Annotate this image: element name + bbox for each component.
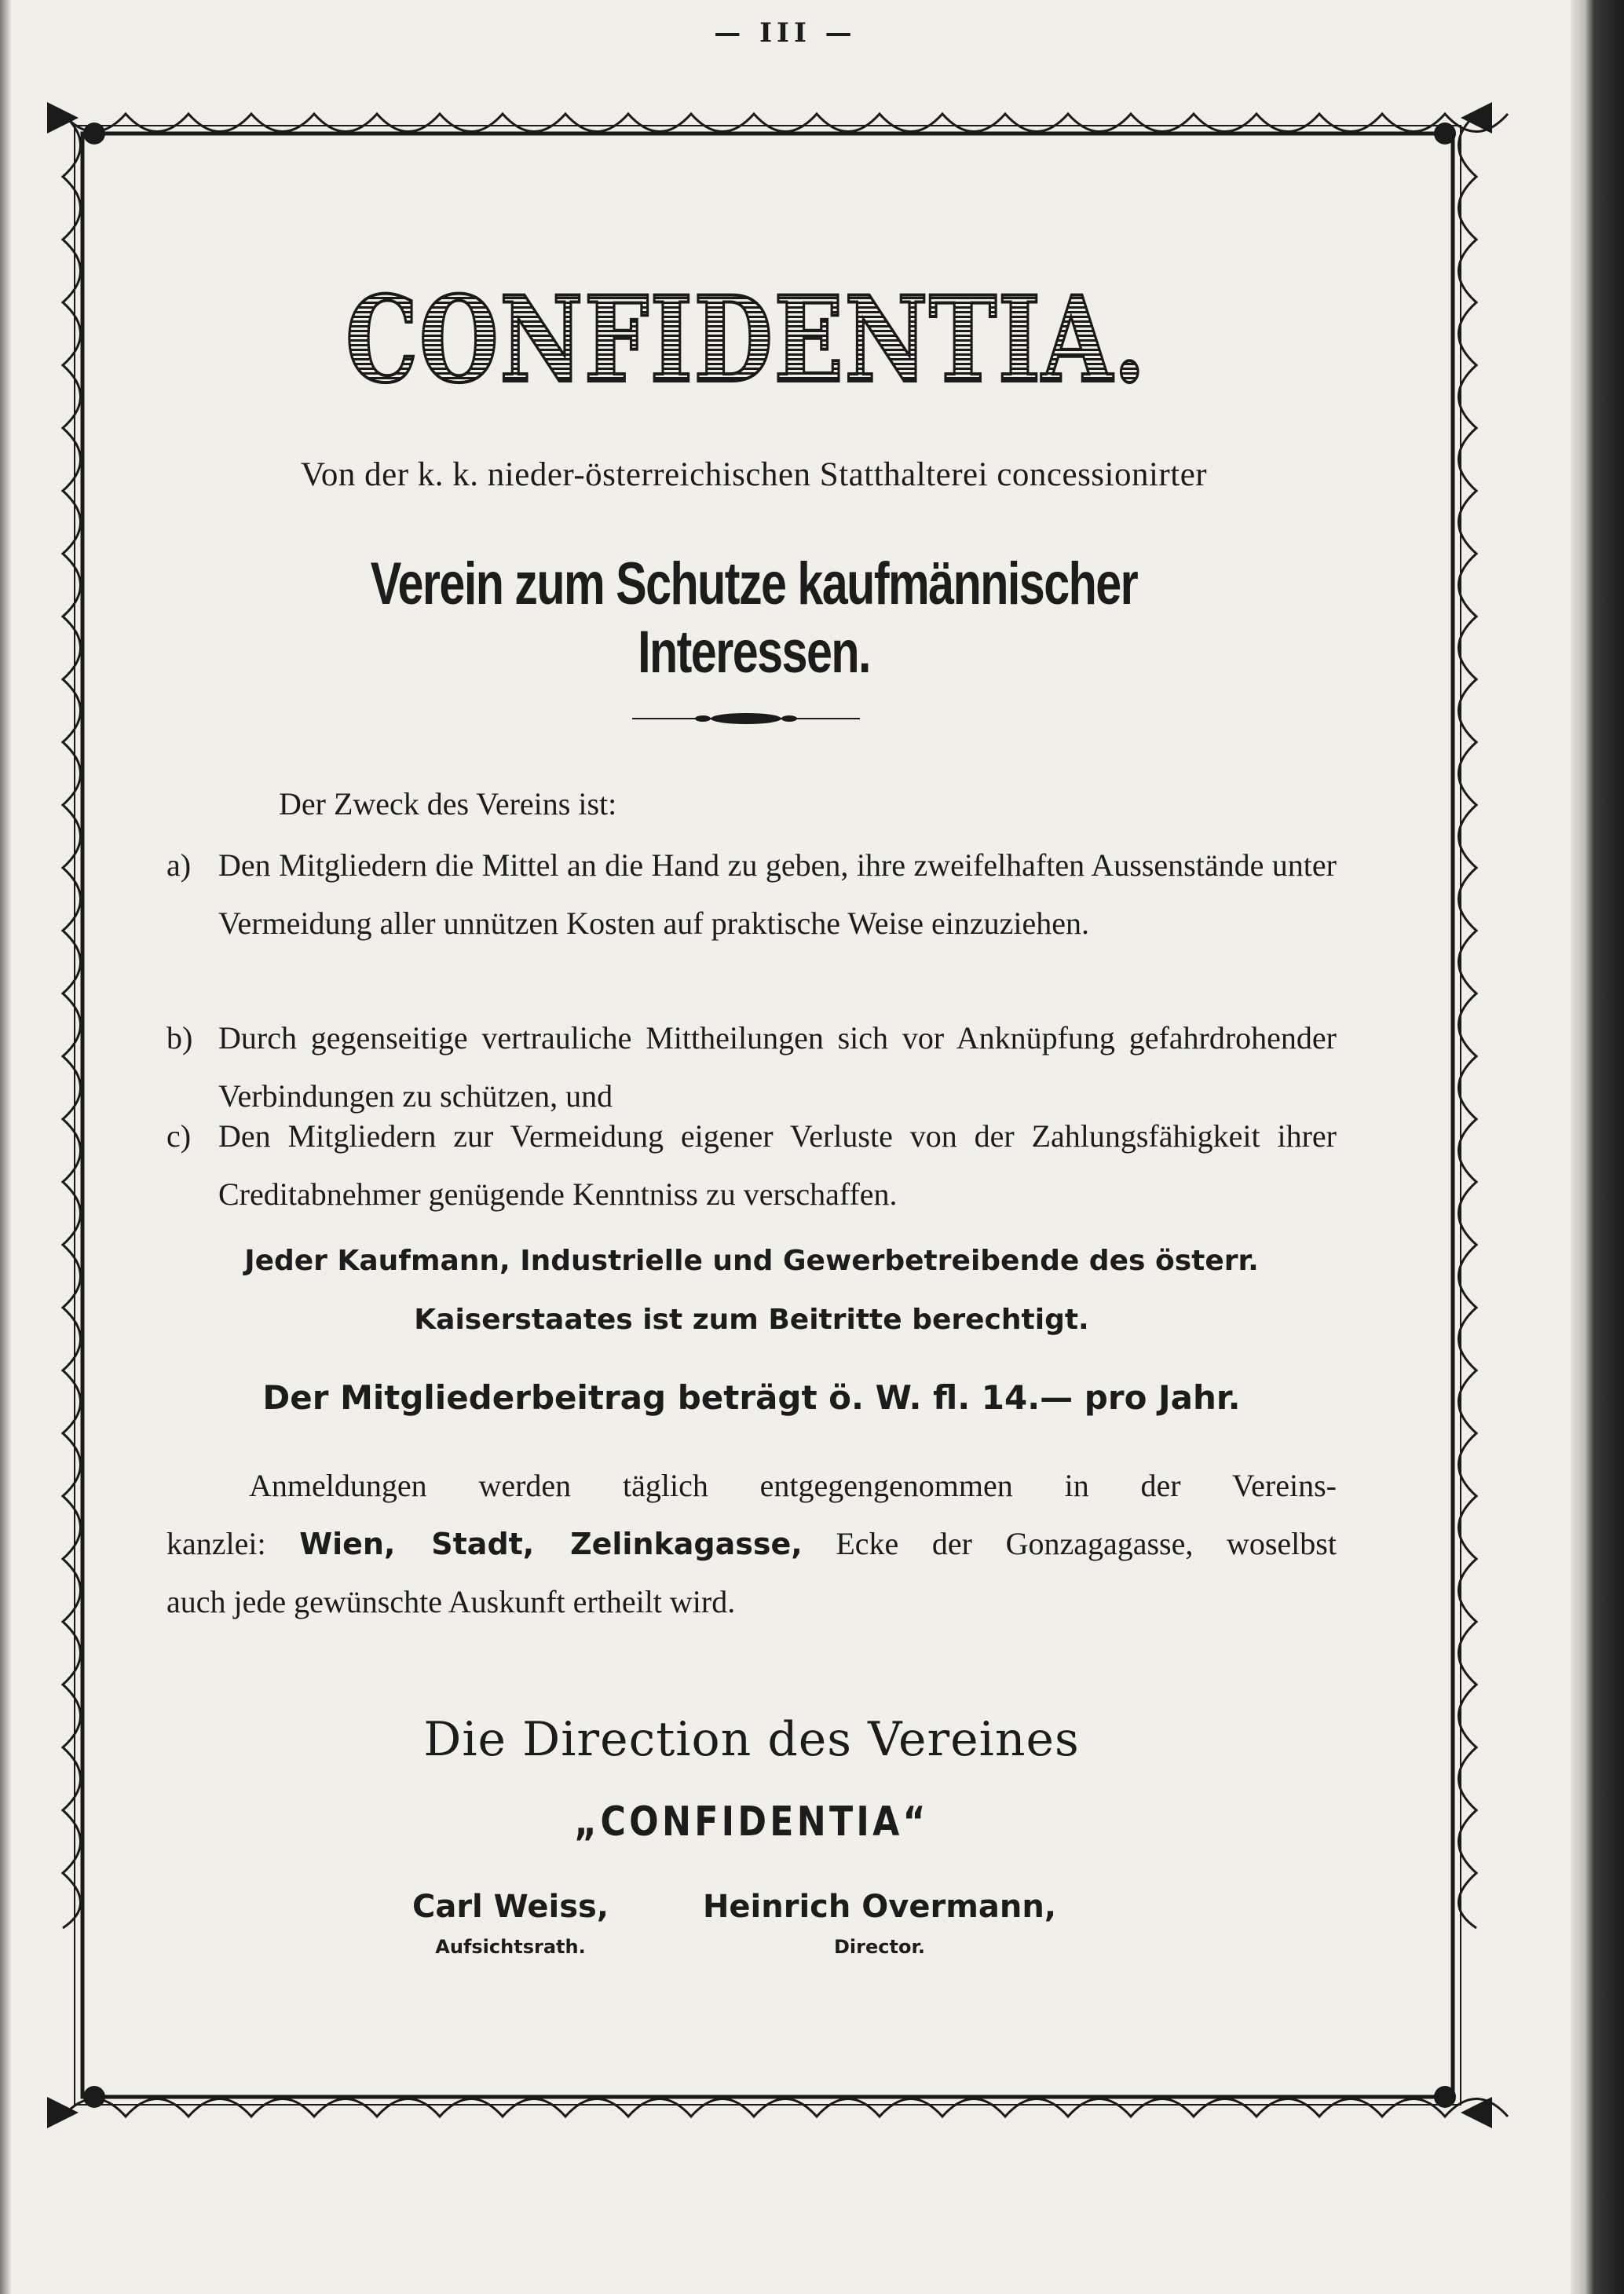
purpose-label: c): [166, 1118, 192, 1154]
registration-line-3: auch jede gewünschte Auskunft ertheilt wird.: [166, 1584, 736, 1619]
eligibility-line-2: Kaiserstaates ist zum Beitritte berechtigt.: [414, 1304, 1089, 1336]
signatory-overmann: [675, 1889, 1084, 1958]
confidentia-logo: [338, 271, 1154, 409]
purpose-item-a: [166, 836, 1337, 953]
registration-line-2-end: Ecke der Gonzagagasse, woselbst: [802, 1526, 1337, 1561]
registration-line-2: [166, 1515, 1337, 1573]
registration-paragraph: [166, 1457, 1337, 1631]
registration-line-2-start: kanzlei:: [166, 1526, 300, 1561]
ornamental-rule: [628, 707, 864, 730]
eligibility-line-1: Jeder Kaufmann, Industrielle und Gewerbetreibende des österr.: [244, 1245, 1259, 1277]
membership-fee: Der Mitgliederbeitrag beträgt ö. W. fl. 14.— pro Jahr.: [262, 1378, 1241, 1417]
purpose-text: Den Mitgliedern die Mittel an die Hand zu geben, ihre zweifelhaften Aussenstände unter Vermeidung aller unnützen Kosten auf praktische Weise einzuziehen.: [218, 847, 1337, 941]
purpose-intro: Der Zweck des Vereins ist:: [279, 786, 617, 821]
signatory-role: Aufsichtsrath.: [435, 1936, 586, 1958]
purpose-text: Den Mitgliedern zur Vermeidung eigener Verluste von der Zahlungsfähigkeit ihrer Creditabnehmer genügende Kenntniss zu verschaffen.: [218, 1118, 1337, 1212]
society-name-heading: Verein zum Schutze kaufmännischer Interessen.: [370, 551, 1138, 686]
concession-line: Von der k. k. nieder-österreichischen Statthalterei concessionirter: [300, 456, 1208, 493]
scan-right-edge: [1571, 0, 1624, 2294]
purpose-label: a): [166, 847, 192, 883]
signatory-name: Carl Weiss,: [411, 1889, 609, 1925]
signatory-weiss: [369, 1889, 652, 1958]
purpose-text: Durch gegenseitige vertrauliche Mittheilungen sich vor Anknüpfung gefahrdrohender Verbindungen zu schützen, und: [218, 1020, 1337, 1114]
signatory-role: Director.: [834, 1936, 925, 1958]
page-folio: — III —: [714, 17, 857, 49]
signatory-name: Heinrich Overmann,: [702, 1889, 1057, 1925]
office-address: Wien, Stadt, Zelinkagasse,: [299, 1527, 803, 1561]
purpose-item-c: [166, 1107, 1337, 1224]
direction-line: Die Direction des Vereines: [423, 1712, 1080, 1767]
society-short-name: „CONFIDENTIA“: [574, 1798, 929, 1846]
logo-text: CONFIDENTIA.: [346, 271, 1147, 409]
purpose-label: b): [166, 1020, 193, 1056]
registration-line-1: Anmeldungen werden täglich entgegengenommen in der Vereins-: [249, 1468, 1337, 1503]
